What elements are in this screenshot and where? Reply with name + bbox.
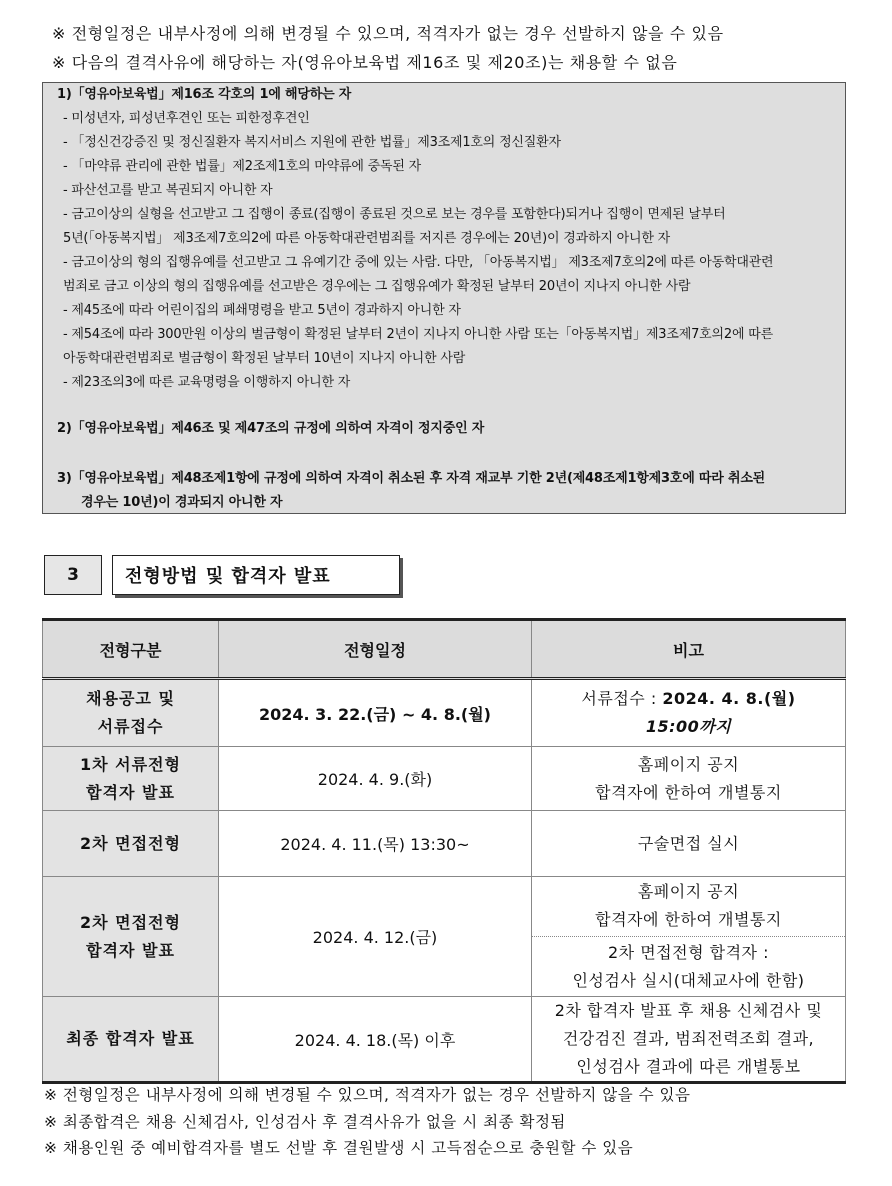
- remark-text: 2차 합격자 발표 후 채용 신체검사 및: [554, 1001, 823, 1020]
- remark-cell: [532, 997, 846, 1083]
- remark-text: 인성검사 실시(대체교사에 한함): [572, 971, 805, 990]
- disq-item3-line1: 3)「영유아보육법」제48조제1항에 규정에 의하여 자격이 취소된 후 자격 재교부 기한 2년(제48조제1항제3호에 따라 취소된: [57, 471, 766, 486]
- disq-line: - 제23조의3에 따른 교육명령을 이행하지 아니한 자: [63, 375, 351, 390]
- stage-cell: [43, 877, 219, 997]
- disq-line: - 금고이상의 실형을 선고받고 그 집행이 종료(집행이 종료된 것으로 보는 경우를 포함한다)되거나 집행이 면제된 날부터: [63, 207, 726, 222]
- date-cell: 2024. 3. 22.(금) ~ 4. 8.(월): [219, 679, 532, 747]
- remark-text: 건강검진 결과, 범죄전력조회 결과,: [562, 1029, 815, 1048]
- header-stage: 전형구분: [43, 620, 219, 679]
- remark-text: 2차 면접전형 합격자 :: [608, 943, 769, 962]
- remark-text: 합격자에 한하여 개별통지: [595, 782, 782, 802]
- note-schedule-change: ※ 전형일정은 내부사정에 의해 변경될 수 있으며, 적격자가 없는 경우 선발하지 않을 수 있음: [52, 24, 724, 43]
- remark-block: [532, 877, 845, 936]
- date-cell: 2024. 4. 12.(금): [219, 877, 532, 997]
- stage-label: 1차 서류전형: [80, 754, 181, 774]
- date-cell: 2024. 4. 9.(화): [219, 747, 532, 811]
- stage-cell: [43, 747, 219, 811]
- disq-line: - 제54조에 따라 300만원 이상의 벌금형이 확정된 날부터 2년이 지나지 아니한 사람 또는「아동복지법」제3조제7호의2에 따른: [63, 327, 773, 342]
- disq-line: - 파산선고를 받고 복권되지 아니한 자: [63, 183, 273, 198]
- table-row: [43, 811, 846, 877]
- table-row: [43, 679, 846, 747]
- table-row: [43, 877, 846, 997]
- stage-cell: [43, 679, 219, 747]
- remark-text: 합격자에 한하여 개별통지: [595, 910, 782, 929]
- disq-line: - 미성년자, 피성년후견인 또는 피한정후견인: [63, 111, 310, 126]
- remark-text: 서류접수 :: [581, 689, 663, 708]
- stage-label: 2차 면접전형: [80, 912, 181, 932]
- stage-label: 2차 면접전형: [80, 833, 181, 853]
- disq-item3-line2: 경우는 10년)이 경과되지 아니한 자: [81, 495, 283, 510]
- stage-label: 최종 합격자 발표: [66, 1029, 195, 1048]
- remark-cell: [532, 811, 846, 877]
- disq-line: 범죄로 금고 이상의 형의 집행유예를 선고받은 경우에는 그 집행유예가 확정된 날부터 20년이 지나지 아니한 사람: [63, 279, 691, 294]
- remark-block: [532, 936, 845, 996]
- stage-cell: [43, 997, 219, 1083]
- remark-text: 홈페이지 공지: [637, 754, 740, 774]
- header-schedule: 전형일정: [219, 620, 532, 679]
- disq-line: - 제45조에 따라 어린이집의 폐쇄명령을 받고 5년이 경과하지 아니한 자: [63, 303, 461, 318]
- note-disqualification: ※ 다음의 결격사유에 해당하는 자(영유아보육법 제16조 및 제20조)는 채용할 수 없음: [52, 53, 678, 72]
- disq-item2: 2)「영유아보육법」제46조 및 제47조의 규정에 의하여 자격이 정지중인 자: [57, 421, 485, 436]
- remark-text: 인성검사 결과에 따른 개별통보: [576, 1057, 801, 1076]
- note-schedule-change: ※ 전형일정은 내부사정에 의해 변경될 수 있으며, 적격자가 없는 경우 선발하지 않을 수 있음: [44, 1086, 691, 1104]
- remark-text: 구술면접 실시: [637, 833, 740, 853]
- note-reserve-candidates: ※ 채용인원 중 예비합격자를 별도 선발 후 결원발생 시 고득점순으로 충원할 수 있음: [44, 1139, 634, 1157]
- disq-item1-heading: 1)「영유아보육법」제16조 각호의 1에 해당하는 자: [57, 87, 352, 102]
- date-cell: 2024. 4. 11.(목) 13:30~: [219, 811, 532, 877]
- table-row: [43, 747, 846, 811]
- remark-deadline-time: 15:00까지: [645, 717, 732, 736]
- schedule-table: [42, 618, 846, 1084]
- header-remark: 비고: [532, 620, 846, 679]
- stage-cell: [43, 811, 219, 877]
- disq-line: - 금고이상의 형의 집행유예를 선고받고 그 유예기간 중에 있는 사람. 다만, 「아동복지법」 제3조제7호의2에 따른 아동학대관련: [63, 255, 774, 270]
- disq-line: 아동학대관련범죄로 벌금형이 확정된 날부터 10년이 지나지 아니한 사람: [63, 351, 466, 366]
- stage-label: 채용공고 및: [86, 689, 175, 708]
- remark-cell: [532, 877, 846, 997]
- remark-cell: [532, 747, 846, 811]
- stage-label: 합격자 발표: [86, 940, 175, 960]
- disqualification-box: [42, 82, 846, 514]
- remark-text: 홈페이지 공지: [637, 882, 740, 901]
- table-header-row: [43, 620, 846, 679]
- stage-label: 합격자 발표: [86, 782, 175, 802]
- disq-line: - 「마약류 관리에 관한 법률」제2조제1호의 마약류에 중독된 자: [63, 159, 421, 174]
- remark-deadline-date: 2024. 4. 8.(월): [662, 689, 796, 708]
- disq-line: 5년(「아동복지법」 제3조제7호의2에 따른 아동학대관련범죄를 저지른 경우에는 20년)이 경과하지 아니한 자: [63, 231, 670, 246]
- table-row: [43, 997, 846, 1083]
- remark-cell: [532, 679, 846, 747]
- stage-label: 서류접수: [97, 717, 164, 736]
- section-title: 전형방법 및 합격자 발표: [112, 555, 400, 595]
- section-number: 3: [44, 555, 102, 595]
- date-cell: 2024. 4. 18.(목) 이후: [219, 997, 532, 1083]
- note-final-confirmation: ※ 최종합격은 채용 신체검사, 인성검사 후 결격사유가 없을 시 최종 확정됨: [44, 1113, 566, 1131]
- disq-line: - 「정신건강증진 및 정신질환자 복지서비스 지원에 관한 법률」제3조제1호의 정신질환자: [63, 135, 561, 150]
